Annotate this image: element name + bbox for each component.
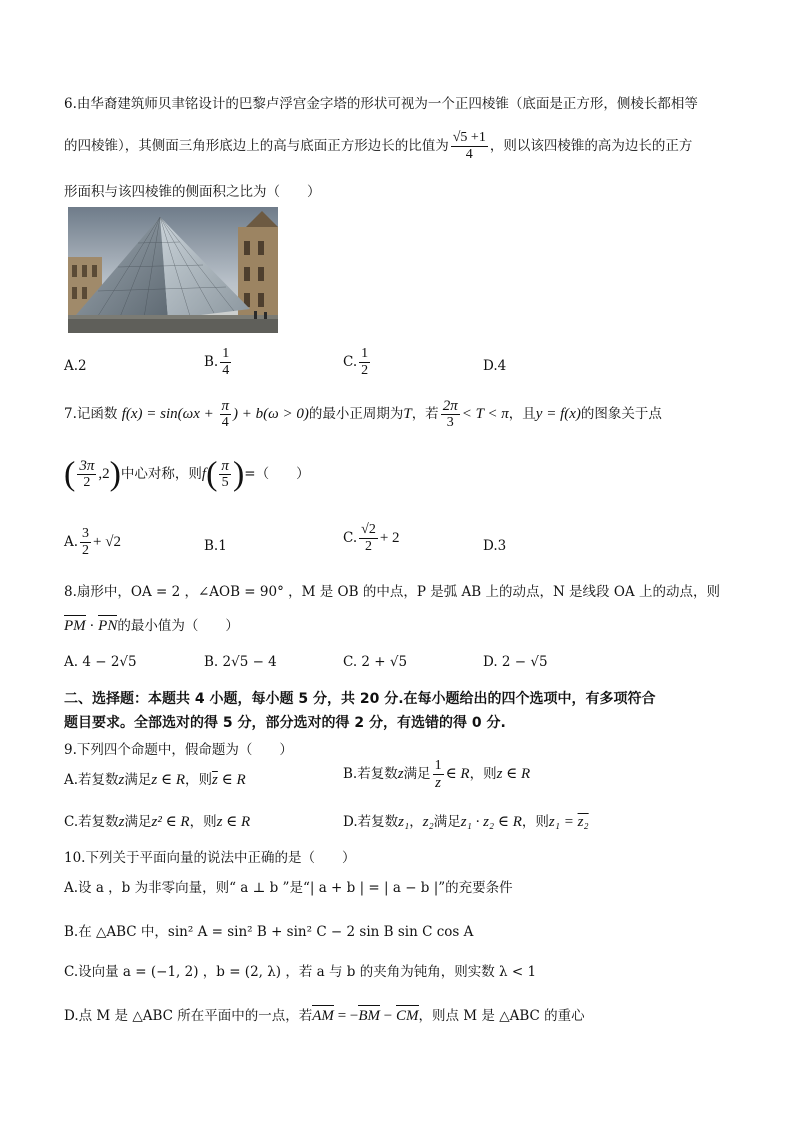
- q7-line2: ( $\frac{3\pi}{2}$ ,2)中心对称，则f( $\frac{\pi}{5}$ )=（ ）: [64, 455, 310, 493]
- section2-line1: 二、选择题：本题共 4 小题，每小题 5 分，共 20 分.在每小题给出的四个选项中，有多项符合: [64, 691, 656, 707]
- q7-option-b[interactable]: B.1: [204, 538, 227, 554]
- q8-option-a[interactable]: A. 4 − 2√5: [64, 654, 137, 670]
- q9-option-a[interactable]: A.若复数z满足z ∈ R，则$\overline{z}$ ∈ R: [64, 772, 246, 788]
- q8-option-c[interactable]: C. 2 + √5: [343, 654, 408, 670]
- q6-line3: 形面积与该四棱锥的侧面积之比为（ ）: [64, 184, 321, 200]
- q6-option-c[interactable]: C. $\frac{1}{2}$: [343, 346, 369, 378]
- louvre-pyramid-image: [68, 207, 278, 333]
- q9-option-c[interactable]: C.若复数z满足z² ∈ R，则z ∈ R: [64, 814, 251, 830]
- q10-option-a[interactable]: A.设 a ，b 为非零向量，则“ a ⊥ b ”是“| a + b | = | a − b |”的充要条件: [64, 880, 513, 896]
- q10-stem: 10.下列关于平面向量的说法中正确的是（ ）: [64, 850, 356, 866]
- louvre-pyramid-photo: [68, 207, 278, 333]
- q7-line1: 7.记函数 f(x) = sin(ωx + $\frac{\pi}{4}$ ) + b(ω > 0)的最小正周期为T，若 $\frac{2\pi}{3}$ < T < π，且y = f(x)的图象关于点: [64, 398, 662, 430]
- q10-option-d[interactable]: D.点 M 是 △ABC 所在平面中的一点，若AM = −BM − CM，则点 M 是 △ABC 的重心: [64, 1008, 585, 1024]
- q9-option-b[interactable]: B.若复数z满足 $\frac{1}{z}$ ∈ R，则z ∈ R: [343, 758, 531, 791]
- q10-option-c[interactable]: C.设向量 a = (−1, 2) ，b = (2, λ) ，若 a 与 b 的夹角为钝角，则实数 λ < 1: [64, 964, 537, 980]
- q6-option-a[interactable]: A.2: [64, 358, 87, 374]
- q7-option-c[interactable]: C. $\frac{√2}{2}$ + 2: [343, 522, 400, 554]
- q8-line2: PM · PN的最小值为（ ）: [64, 618, 239, 634]
- q8-option-b[interactable]: B. 2√5 − 4: [204, 654, 277, 670]
- q6-option-b[interactable]: B. $\frac{1}{4}$: [204, 346, 230, 378]
- q6-line2: 的四棱锥），其侧面三角形底边上的高与底面正方形边长的比值为 $\frac{√5 +1}{4}$ ，则以该四棱锥的高为边长的正方: [64, 130, 693, 162]
- q7-option-d[interactable]: D.3: [483, 538, 507, 554]
- q6-option-d[interactable]: D.4: [483, 358, 507, 374]
- q6-line1: 6.由华裔建筑师贝聿铭设计的巴黎卢浮宫金字塔的形状可视为一个正四棱锥（底面是正方形，侧棱长都相等: [64, 96, 698, 112]
- q7-option-a[interactable]: A. $\frac{3}{2}$ + √2: [64, 526, 121, 558]
- q8-line1: 8.扇形中，OA = 2 ，∠AOB = 90° ，M 是 OB 的中点，P 是弧 AB 上的动点，N 是线段 OA 上的动点，则: [64, 584, 720, 600]
- q9-option-d[interactable]: D.若复数z₁，z₂满足z₁ · z₂ ∈ R，则z₁ = z₂: [343, 814, 589, 830]
- q6-ratio-fraction: $\frac{√5 +1}{4}$: [452, 130, 486, 162]
- q9-stem: 9.下列四个命题中，假命题为（ ）: [64, 742, 293, 758]
- q10-option-b[interactable]: B.在 △ABC 中，sin² A = sin² B + sin² C − 2 sin B sin C cos A: [64, 924, 474, 940]
- q8-option-d[interactable]: D. 2 − √5: [483, 654, 548, 670]
- section2-line2: 题目要求。全部选对的得 5 分，部分选对的得 2 分，有选错的得 0 分.: [64, 715, 506, 731]
